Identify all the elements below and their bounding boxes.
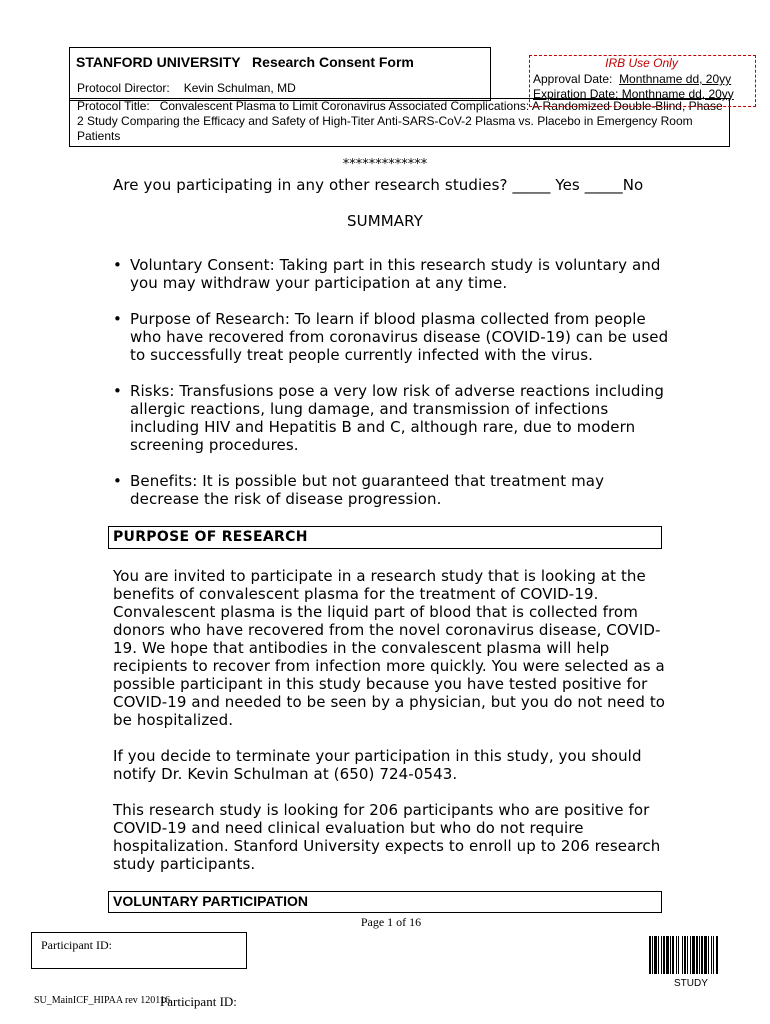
expiration-date-label: Expiration Date: bbox=[533, 87, 619, 101]
barcode-bar bbox=[692, 936, 695, 974]
barcode-bar bbox=[658, 936, 659, 974]
barcode-bar bbox=[696, 936, 698, 974]
participant-id-label-footer: Participant ID: bbox=[160, 994, 237, 1009]
barcode-bar bbox=[684, 936, 686, 974]
summary-item-risks: • Risks: Transfusions pose a very low risk of adverse reactions including allergic reactions, lung damage, and transmission of infections including HIV and Hepatitis B and C, although rare, due to modern screening procedures. bbox=[113, 382, 673, 454]
protocol-director-label: Protocol Director: bbox=[77, 81, 170, 95]
barcode-bar bbox=[699, 936, 700, 974]
approval-date-value: Monthname dd, 20yy bbox=[619, 72, 732, 86]
purpose-paragraph-2: If you decide to terminate your participation in this study, you should notify Dr. Kevin Schulman at (650) 724-0543. bbox=[113, 747, 642, 783]
barcode-bar bbox=[663, 936, 665, 974]
barcode-bar bbox=[649, 936, 651, 974]
form-title: STANFORD UNIVERSITY Research Consent Form bbox=[76, 54, 414, 70]
barcode-bar bbox=[682, 936, 683, 974]
barcode-bar bbox=[704, 936, 707, 974]
participant-id-label: Participant ID: bbox=[41, 938, 112, 952]
barcode-bar bbox=[676, 936, 677, 974]
barcode-bar bbox=[708, 936, 709, 974]
barcode-bar bbox=[687, 936, 688, 974]
purpose-paragraph-1: You are invited to participate in a research study that is looking at the benefits of convalescent plasma for the treatment of COVID-19. Convalescent plasma is the liquid part of blood that is collected from donors who have recovered from the novel coronavirus disease, COVID-19. We hope that antibodies in the convalescent plasma will help recipients to recover from infection more quickly. You were selected as a possible participant in this study because you have tested positive for COVID-19 and needed to be seen by a physician, but you do not need to be hospitalized. bbox=[113, 567, 666, 729]
barcode-bar bbox=[654, 936, 657, 974]
barcode-bar bbox=[701, 936, 703, 974]
expiration-date-value: Monthname dd, 20yy bbox=[621, 87, 734, 101]
approval-date-label: Approval Date: bbox=[533, 72, 613, 86]
barcode-bar bbox=[670, 936, 671, 974]
barcode-label: STUDY bbox=[674, 978, 708, 989]
barcode-bar bbox=[652, 936, 653, 974]
barcode-bar bbox=[711, 936, 712, 974]
form-version-id: SU_MainICF_HIPAA rev 120116 bbox=[34, 995, 170, 1006]
other-studies-question: Are you participating in any other research studies? _____ Yes _____No bbox=[113, 176, 644, 194]
voluntary-heading-box bbox=[108, 891, 662, 913]
barcode-bar bbox=[716, 936, 718, 974]
summary-heading: SUMMARY bbox=[347, 212, 423, 230]
summary-item-purpose: • Purpose of Research: To learn if blood plasma collected from people who have recovered from coronavirus disease (COVID-19) can be used to successfully treat people currently infected with the virus. bbox=[113, 310, 673, 364]
protocol-director-name: Kevin Schulman, MD bbox=[183, 81, 296, 95]
purpose-paragraph-3: This research study is looking for 206 participants who are positive for COVID-19 and need clinical evaluation but who do not require hospitalization. Stanford University expects to enroll up to 206 research study participants. bbox=[113, 801, 661, 873]
irb-title: IRB Use Only bbox=[605, 56, 678, 70]
summary-item-voluntary: • Voluntary Consent: Taking part in this research study is voluntary and you may withdraw your participation at any time. bbox=[113, 256, 673, 292]
protocol-director bbox=[77, 81, 296, 95]
purpose-heading: PURPOSE OF RESEARCH bbox=[113, 529, 308, 545]
barcode-bar bbox=[678, 936, 679, 974]
barcode-bar bbox=[666, 936, 669, 974]
summary-item-benefits: • Benefits: It is possible but not guaranteed that treatment may decrease the risk of disease progression. bbox=[113, 472, 673, 508]
irb-expiration-date bbox=[533, 87, 734, 101]
barcode-bar bbox=[690, 936, 691, 974]
purpose-heading-box bbox=[108, 526, 662, 549]
barcode-icon bbox=[649, 936, 742, 974]
summary-list bbox=[113, 256, 673, 526]
page-number: Page 1 of 16 bbox=[360, 915, 422, 929]
barcode-bar bbox=[672, 936, 674, 974]
voluntary-heading: VOLUNTARY PARTICIPATION bbox=[113, 893, 308, 909]
irb-approval-date bbox=[533, 72, 731, 86]
barcode-bar bbox=[713, 936, 714, 974]
barcode-bar bbox=[661, 936, 662, 974]
protocol-title: Protocol Title: Convalescent Plasma to Limit Coronavirus Associated Complications: A Randomized Double-Blind, Phase 2 Study Comparing the Efficacy and Safety of High-Titer Anti-SARS-CoV-2 Plasma vs. Placebo in Emergency Room Patients bbox=[77, 99, 726, 143]
separator-stars: ************* bbox=[342, 157, 428, 172]
